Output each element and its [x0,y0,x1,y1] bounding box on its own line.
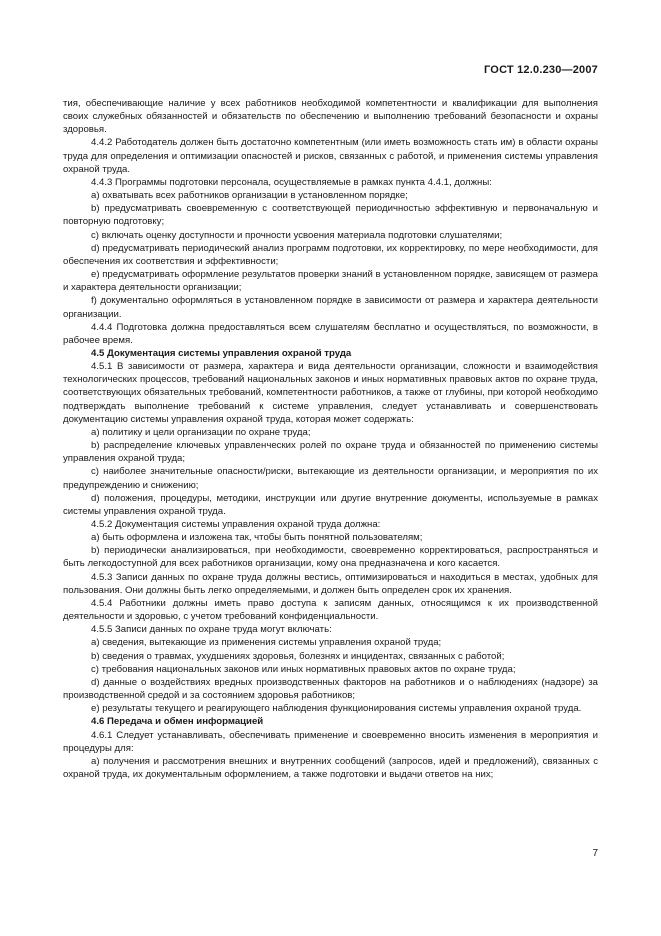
paragraph: 4.5.3 Записи данных по охране труда должны вестись, оптимизироваться и находиться в местах, удобных для пользования. Они должны быть легко определяемыми, и должен быть определен срок их хранения. [63,571,598,596]
paragraph: 4.4.2 Работодатель должен быть достаточно компетентным (или иметь возможность стать им) в области охраны труда для определения и оптимизации опасностей и рисков, связанных с работой, и применения системы управления охраной труда. [63,137,598,175]
paragraph: 4.4.3 Программы подготовки персонала, осуществляемые в рамках пункта 4.4.1, должны: [91,176,492,188]
paragraph: 4.5.4 Работники должны иметь право доступа к записям данных, относящимся к их производственной деятельности и здоровью, с учетом требований конфиденциальности. [63,597,598,623]
paragraph: c) наиболее значительные опасности/риски, вытекающие из деятельности организации, и мероприятия по их предупреждению и снижению; [63,466,598,491]
page-number: 7 [592,848,598,859]
paragraph: 4.4.4 Подготовка должна предоставляться всем слушателям бесплатно и осуществляться, по возможности, в рабочее время. [63,321,598,346]
paragraph: a) сведения, вытекающие из применения системы управления охраной труда; [91,637,442,649]
paragraph: e) результаты текущего и реагирующего наблюдения функционирования системы управления охраной труда. [91,703,582,715]
paragraph: c) требования национальных законов или иных нормативных правовых актов по охране труда; [91,663,516,675]
paragraph: тия, обеспечивающие наличие у всех работников необходимой компетентности и квалификации для выполнения своих служебных обязанностей и обязательств по обеспечению и выполнению требований безопасности и охраны здоровья. [63,98,598,136]
paragraph: 4.5.2 Документация системы управления охраной труда должна: [91,519,381,530]
section-heading: 4.6 Передача и обмен информацией [91,716,264,728]
paragraph: a) получения и рассмотрения внешних и внутренних сообщений (запросов, идей и предложений), связанных с охраной труда, их документальным оформлением, а также подготовки и выдачи ответов на них; [63,755,598,780]
paragraph: 4.6.1 Следует устанавливать, обеспечивать применение и своевременно вносить изменения в мероприятия и процедуры для: [63,729,598,754]
paragraph: d) предусматривать периодический анализ программ подготовки, их корректировку, по мере необходимости, для обеспечения их соответствия и эффективности; [63,242,598,267]
paragraph: 4.5.1 В зависимости от размера, характера и вида деятельности организации, сложности и взаимодействия технологических процессов, требований национальных законов и иных нормативных правовых актов по охране труда, соответствующих обязательных требований, компетентности работников, а также от глубины, при которой необходимо подтверждать выполнение требований к системе управления, следует устанавливать и совершенствовать документацию системы управления охраной труда, которая может содержать: [63,361,598,425]
paragraph: a) быть оформлена и изложена так, чтобы быть понятной пользователям; [91,532,423,544]
paragraph: e) предусматривать оформление результатов проверки знаний в установленном порядке, зависящем от размера и характера деятельности организации; [63,269,598,294]
paragraph: a) охватывать всех работников организации в установленном порядке; [91,190,408,202]
paragraph: b) распределение ключевых управленческих ролей по охране труда и обязанностей по применению системы управления охраной труда; [63,440,598,465]
paragraph: d) данные о воздействиях вредных производственных факторов на работников и о наблюдениях (надзоре) за производственной средой и за состоянием здоровья работников; [63,676,598,702]
paragraph: c) включать оценку доступности и прочности усвоения материала подготовки слушателями; [91,229,503,241]
paragraph: a) политику и цели организации по охране труда; [91,426,311,438]
paragraph: b) предусматривать своевременную с соответствующей периодичностью эффективную и первоначальную и повторную подготовку; [63,203,598,228]
paragraph: 4.5.5 Записи данных по охране труда могут включать: [91,624,332,636]
document-body [63,97,598,781]
section-heading: 4.5 Документация системы управления охраной труда [91,347,352,359]
paragraph: d) положения, процедуры, методики, инструкции или другие внутренние документы, используемые в рамках системы управления охраной труда. [63,492,598,517]
document-header: ГОСТ 12.0.230—2007 [484,64,598,76]
paragraph: b) сведения о травмах, ухудшениях здоровья, болезнях и инцидентах, связанных с работой; [91,650,505,662]
paragraph: f) документально оформляться в установленном порядке в зависимости от размера и характера деятельности организации. [63,295,598,320]
paragraph: b) периодически анализироваться, при необходимости, своевременно корректироваться, распространяться и быть легкодоступной для всех работников организации, кому она предназначена и кого касается. [63,545,598,570]
